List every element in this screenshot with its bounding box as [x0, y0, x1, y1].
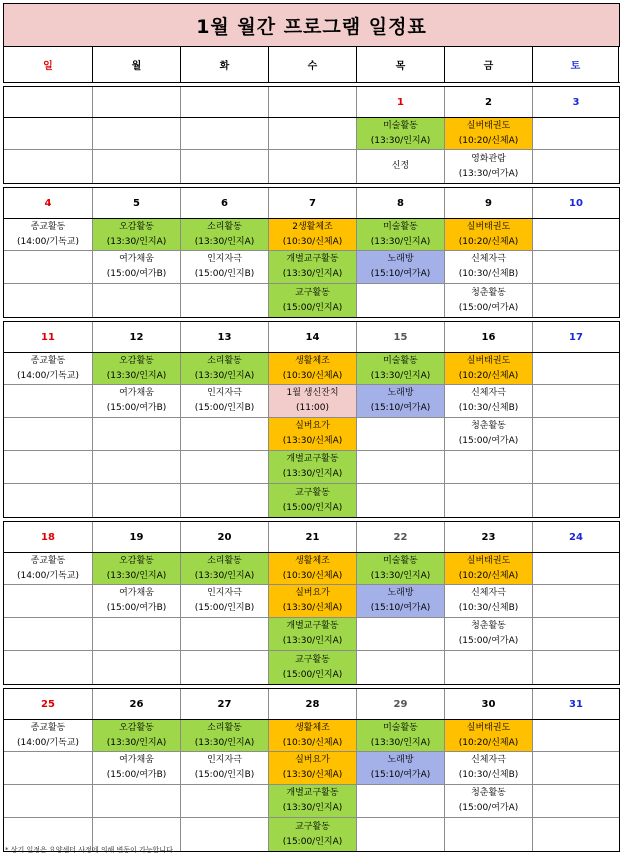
date-number: 12: [93, 322, 181, 352]
empty-slot: [93, 418, 181, 450]
program-text: 교구활동 (15:00/인지A): [282, 821, 343, 847]
program-text: 1월 생신잔치 (11:00): [286, 388, 339, 413]
program-entry: [445, 219, 533, 250]
empty-slot: [181, 484, 269, 517]
empty-slot: [4, 251, 93, 283]
program-entry: [445, 251, 533, 283]
program-text: 인지자극 (15:00/인지B): [194, 254, 255, 279]
date-number: 31: [569, 698, 583, 710]
program-text: 개별교구활동 (13:30/인지A): [282, 454, 343, 479]
program-text: 청춘활동 (15:00/여가A): [458, 287, 519, 313]
program-text: 생활체조 (10:30/신체A): [282, 555, 343, 581]
empty-slot: [4, 785, 93, 817]
schedule-sheet: [3, 3, 620, 852]
date-number: 25: [4, 689, 93, 719]
empty-slot: [181, 651, 269, 684]
program-text: 소리활동 (13:30/인지A): [194, 355, 255, 381]
program-entry: [181, 219, 269, 250]
empty-slot: [533, 150, 619, 183]
date-number: [269, 87, 357, 117]
empty-slot: [4, 150, 93, 183]
date-number: 21: [269, 522, 357, 552]
program-entry: [4, 553, 93, 584]
empty-slot: [93, 484, 181, 517]
empty-slot: [533, 752, 619, 784]
program-text: 종교활동 (14:00/기독교): [16, 555, 80, 581]
program-text: 여가채움 (15:00/여가B): [106, 588, 167, 613]
week-block: [3, 688, 620, 852]
program-text: 2생활체조 (10:30/신체A): [282, 221, 343, 247]
empty-slot: [181, 818, 269, 851]
program-entry: [4, 720, 93, 751]
empty-slot: [533, 553, 619, 584]
weekday-header-cell: 월: [93, 47, 181, 82]
program-entry: [445, 720, 533, 751]
program-entry: [445, 585, 533, 617]
program-text: 실버요가 (13:30/신체A): [282, 421, 343, 446]
program-text: 실버태권도 (10:20/신체A): [458, 355, 519, 381]
program-text: 영화관람 (13:30/여가A): [458, 153, 519, 179]
empty-slot: [93, 651, 181, 684]
empty-slot: [181, 785, 269, 817]
program-entry: [445, 618, 533, 650]
program-text: 신체자극 (10:30/신체B): [458, 388, 519, 413]
empty-slot: [533, 219, 619, 250]
weekday-header-cell: 목: [357, 47, 445, 82]
empty-slot: [533, 618, 619, 650]
program-text: 실버태권도 (10:20/신체A): [458, 722, 519, 748]
program-entry: [357, 118, 445, 149]
empty-slot: [533, 720, 619, 751]
program-entry: [269, 385, 357, 417]
empty-slot: [357, 818, 445, 851]
program-text: 오감활동 (13:30/인지A): [106, 355, 167, 381]
program-text: 여가채움 (15:00/여가B): [106, 755, 167, 780]
empty-slot: [4, 385, 93, 417]
empty-slot: [533, 484, 619, 517]
empty-slot: [533, 385, 619, 417]
empty-slot: [269, 118, 357, 149]
date-number: 13: [181, 322, 269, 352]
program-entry: [445, 418, 533, 450]
program-entry: [269, 651, 357, 684]
program-entry: [181, 585, 269, 617]
program-entry: [181, 251, 269, 283]
program-entry: [269, 553, 357, 584]
program-text: 노래방 (15:10/여가A): [370, 388, 431, 413]
weekday-header-cell: 화: [181, 47, 269, 82]
empty-slot: [4, 585, 93, 617]
date-number: 22: [357, 522, 445, 552]
empty-slot: [533, 785, 619, 817]
program-entry: [357, 720, 445, 751]
weekday-header-cell: 수: [269, 47, 357, 82]
date-number: 6: [181, 188, 269, 218]
weekday-header: [3, 47, 620, 83]
date-number: 1: [357, 87, 445, 117]
program-text: 실버태권도 (10:20/신체A): [458, 555, 519, 581]
program-text: 미술활동 (13:30/인지A): [370, 555, 431, 581]
date-number: 5: [93, 188, 181, 218]
program-text: 오감활동 (13:30/인지A): [106, 722, 167, 748]
program-text: 생활체조 (10:30/신체A): [282, 355, 343, 381]
empty-slot: [533, 818, 619, 851]
program-entry: [269, 484, 357, 517]
empty-slot: [181, 150, 269, 183]
program-entry: [445, 752, 533, 784]
week-block: [3, 321, 620, 518]
program-entry: [445, 785, 533, 817]
empty-slot: [533, 585, 619, 617]
program-text: 실버태권도 (10:20/신체A): [458, 221, 519, 247]
program-text: 여가채움 (15:00/여가B): [106, 388, 167, 413]
program-entry: [269, 451, 357, 483]
program-entry: [269, 353, 357, 384]
empty-slot: [181, 118, 269, 149]
program-entry: [357, 385, 445, 417]
empty-slot: [93, 284, 181, 317]
program-entry: [445, 553, 533, 584]
empty-slot: [357, 284, 445, 317]
program-text: 미술활동 (13:30/인지A): [370, 120, 431, 146]
empty-slot: [4, 484, 93, 517]
empty-slot: [181, 618, 269, 650]
date-number: 27: [181, 689, 269, 719]
program-text: 종교활동 (14:00/기독교): [16, 221, 80, 247]
empty-slot: [4, 752, 93, 784]
page-title: 1월 월간 프로그램 일정표: [3, 3, 620, 47]
weekday-header-cell: 금: [445, 47, 533, 82]
program-entry: [269, 720, 357, 751]
program-entry: [445, 118, 533, 149]
program-text: 교구활동 (15:00/인지A): [282, 487, 343, 513]
program-entry: [4, 219, 93, 250]
program-text: 교구활동 (15:00/인지A): [282, 287, 343, 313]
empty-slot: [181, 451, 269, 483]
date-number: 4: [4, 188, 93, 218]
program-entry: [4, 353, 93, 384]
empty-slot: [181, 284, 269, 317]
program-entry: [269, 785, 357, 817]
empty-slot: [4, 618, 93, 650]
empty-slot: [533, 418, 619, 450]
program-text: 인지자극 (15:00/인지B): [194, 388, 255, 413]
program-text: 오감활동 (13:30/인지A): [106, 221, 167, 247]
date-number: 26: [93, 689, 181, 719]
program-text: 청춘활동 (15:00/여가A): [458, 788, 519, 813]
empty-slot: [4, 651, 93, 684]
program-text: 여가채움 (15:00/여가B): [106, 254, 167, 279]
program-text: 미술활동 (13:30/인지A): [370, 221, 431, 247]
program-entry: [269, 219, 357, 250]
program-text: 노래방 (15:10/여가A): [370, 588, 431, 613]
program-entry: [445, 385, 533, 417]
program-text: 실버요가 (13:30/신체A): [282, 755, 343, 780]
date-number: 9: [445, 188, 533, 218]
date-number: [93, 87, 181, 117]
program-entry: [269, 418, 357, 450]
date-number: 10: [569, 197, 583, 209]
program-text: 실버태권도 (10:20/신체A): [458, 120, 519, 146]
program-entry: [181, 752, 269, 784]
empty-slot: [269, 150, 357, 183]
calendar-weeks: [3, 83, 620, 852]
empty-slot: [357, 785, 445, 817]
program-entry: [269, 818, 357, 851]
program-entry: [269, 618, 357, 650]
week-block: [3, 187, 620, 318]
weekday-header-cell: 일: [4, 47, 93, 82]
program-text: 노래방 (15:10/여가A): [370, 254, 431, 279]
empty-slot: [4, 451, 93, 483]
empty-slot: [533, 451, 619, 483]
empty-slot: [357, 484, 445, 517]
empty-slot: [181, 418, 269, 450]
date-number: [4, 87, 93, 117]
date-number: 3: [572, 96, 580, 108]
week-block: [3, 86, 620, 184]
empty-slot: [445, 818, 533, 851]
empty-slot: [93, 150, 181, 183]
week-block: [3, 521, 620, 685]
program-text: 교구활동 (15:00/인지A): [282, 654, 343, 680]
program-text: 소리활동 (13:30/인지A): [194, 722, 255, 748]
date-number: 23: [445, 522, 533, 552]
program-entry: [357, 150, 445, 183]
program-entry: [93, 219, 181, 250]
program-text: 개별교구활동 (13:30/인지A): [282, 621, 343, 646]
empty-slot: [357, 618, 445, 650]
program-text: 노래방 (15:10/여가A): [370, 755, 431, 780]
program-entry: [445, 284, 533, 317]
program-text: 종교활동 (14:00/기독교): [16, 722, 80, 748]
weekday-header-cell: 토: [533, 47, 619, 82]
date-number: 18: [4, 522, 93, 552]
program-entry: [269, 284, 357, 317]
program-entry: [357, 752, 445, 784]
program-entry: [181, 553, 269, 584]
footnote: * 상기 일정은 요양센터 사정에 의해 변동이 가능합니다.: [5, 846, 176, 854]
program-entry: [181, 385, 269, 417]
program-entry: [445, 150, 533, 183]
date-number: 2: [445, 87, 533, 117]
empty-slot: [445, 451, 533, 483]
empty-slot: [4, 118, 93, 149]
program-text: 개별교구활동 (13:30/인지A): [282, 254, 343, 279]
program-text: 소리활동 (13:30/인지A): [194, 555, 255, 581]
empty-slot: [445, 484, 533, 517]
program-text: 개별교구활동 (13:30/인지A): [282, 788, 343, 813]
program-text: 생활체조 (10:30/신체A): [282, 722, 343, 748]
empty-slot: [357, 451, 445, 483]
program-entry: [181, 353, 269, 384]
date-number: 28: [269, 689, 357, 719]
program-entry: [269, 251, 357, 283]
program-text: 미술활동 (13:30/인지A): [370, 722, 431, 748]
date-number: [181, 87, 269, 117]
date-number: 24: [569, 531, 583, 543]
program-text: 청춘활동 (15:00/여가A): [458, 621, 519, 646]
program-entry: [93, 353, 181, 384]
empty-slot: [533, 353, 619, 384]
program-text: 인지자극 (15:00/인지B): [194, 755, 255, 780]
date-number: 7: [269, 188, 357, 218]
program-entry: [445, 353, 533, 384]
date-number: 29: [357, 689, 445, 719]
date-number: 14: [269, 322, 357, 352]
empty-slot: [93, 785, 181, 817]
date-number: 17: [569, 331, 583, 343]
empty-slot: [357, 418, 445, 450]
program-text: 청춘활동 (15:00/여가A): [458, 421, 519, 446]
date-number: 19: [93, 522, 181, 552]
program-text: 신체자극 (10:30/신체B): [458, 254, 519, 279]
program-entry: [357, 553, 445, 584]
empty-slot: [4, 284, 93, 317]
date-number: 11: [4, 322, 93, 352]
program-entry: [269, 752, 357, 784]
program-entry: [357, 251, 445, 283]
program-entry: [93, 720, 181, 751]
empty-slot: [357, 651, 445, 684]
program-text: 신정: [391, 161, 410, 171]
date-number: 30: [445, 689, 533, 719]
program-entry: [357, 585, 445, 617]
program-text: 신체자극 (10:30/신체B): [458, 755, 519, 780]
empty-slot: [533, 118, 619, 149]
program-text: 오감활동 (13:30/인지A): [106, 555, 167, 581]
empty-slot: [445, 651, 533, 684]
date-number: 16: [445, 322, 533, 352]
program-entry: [93, 752, 181, 784]
program-entry: [181, 720, 269, 751]
empty-slot: [93, 451, 181, 483]
program-entry: [93, 553, 181, 584]
program-entry: [357, 219, 445, 250]
date-number: 8: [357, 188, 445, 218]
program-text: 종교활동 (14:00/기독교): [16, 355, 80, 381]
date-number: 15: [357, 322, 445, 352]
empty-slot: [93, 118, 181, 149]
program-entry: [357, 353, 445, 384]
empty-slot: [533, 651, 619, 684]
program-text: 신체자극 (10:30/신체B): [458, 588, 519, 613]
program-text: 인지자극 (15:00/인지B): [194, 588, 255, 613]
program-text: 미술활동 (13:30/인지A): [370, 355, 431, 381]
empty-slot: [533, 284, 619, 317]
program-entry: [269, 585, 357, 617]
empty-slot: [93, 618, 181, 650]
program-entry: [93, 251, 181, 283]
empty-slot: [533, 251, 619, 283]
empty-slot: [4, 418, 93, 450]
program-text: 실버요가 (13:30/신체A): [282, 588, 343, 613]
program-entry: [93, 385, 181, 417]
date-number: 20: [181, 522, 269, 552]
program-entry: [93, 585, 181, 617]
program-text: 소리활동 (13:30/인지A): [194, 221, 255, 247]
